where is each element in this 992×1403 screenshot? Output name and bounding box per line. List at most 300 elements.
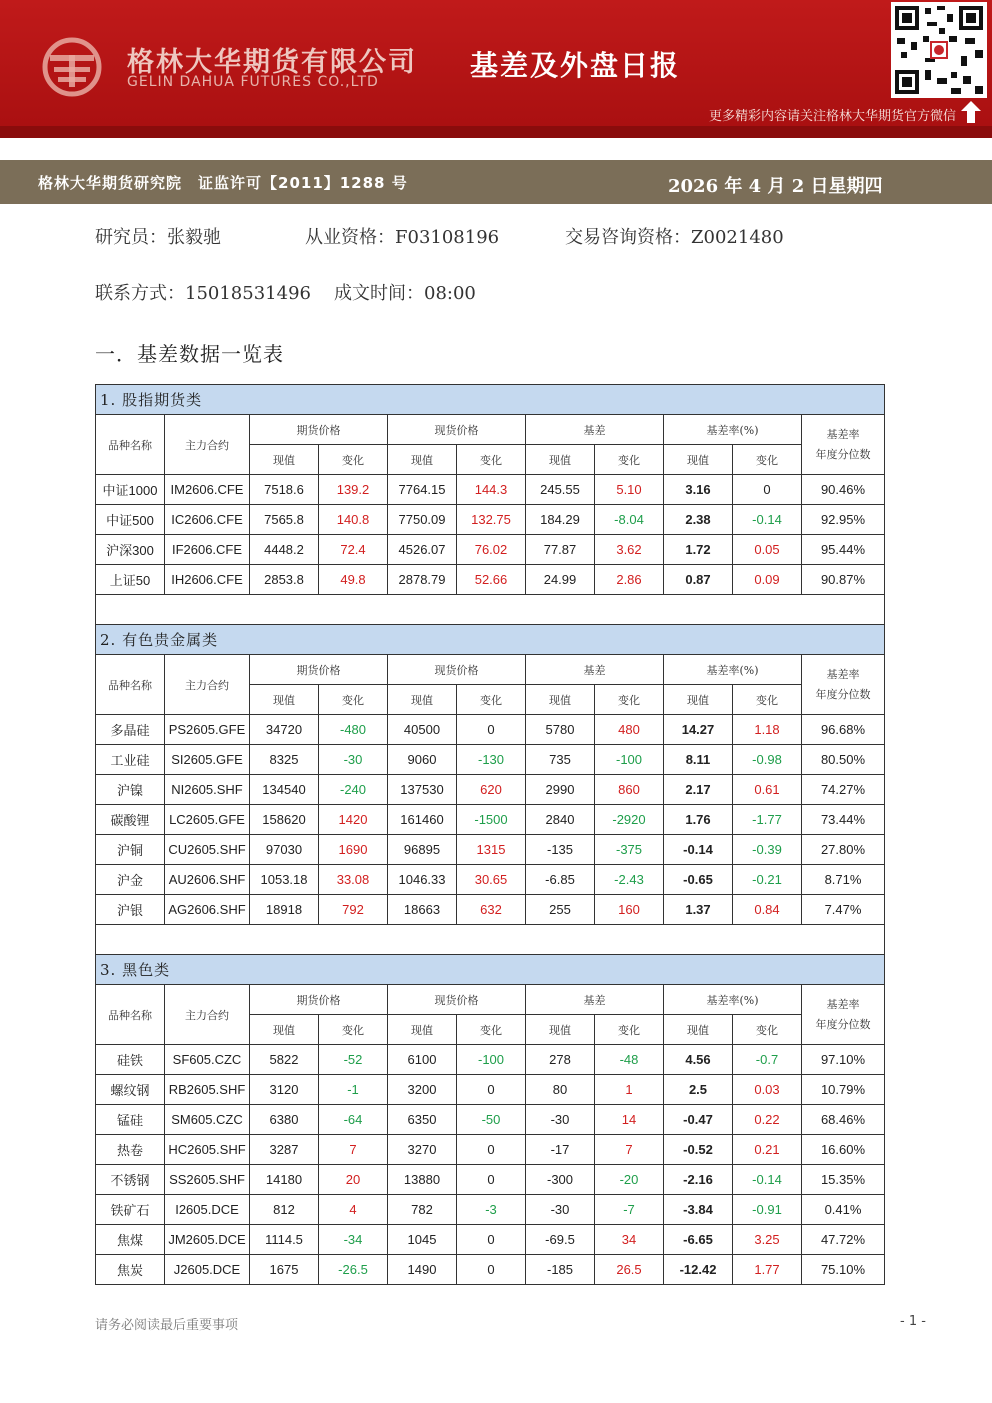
- cell-name: 沪深300: [96, 535, 165, 565]
- cell-spot-current: 7764.15: [388, 475, 457, 505]
- page-number: - 1 -: [900, 1314, 926, 1329]
- cell-rate-change: 0.09: [733, 565, 802, 595]
- cell-name: 焦煤: [96, 1225, 165, 1255]
- cell-contract: IF2606.CFE: [165, 535, 250, 565]
- cell-spot-change: 0: [457, 1135, 526, 1165]
- category-row: [96, 625, 885, 655]
- cell-futures-change: 4: [319, 1195, 388, 1225]
- cell-basis-current: 278: [526, 1045, 595, 1075]
- cell-spot-current: 137530: [388, 775, 457, 805]
- cell-spot-current: 6100: [388, 1045, 457, 1075]
- cell-futures-current: 4448.2: [250, 535, 319, 565]
- cell-spot-current: 13880: [388, 1165, 457, 1195]
- cell-basis-change: -48: [595, 1045, 664, 1075]
- cell-basis-change: 860: [595, 775, 664, 805]
- cell-percentile: 7.47%: [802, 895, 885, 925]
- cell-name: 多晶硅: [96, 715, 165, 745]
- cell-rate-current: -0.52: [664, 1135, 733, 1165]
- cell-rate-current: -0.47: [664, 1105, 733, 1135]
- cell-spot-change: 620: [457, 775, 526, 805]
- header-basis: 基差: [526, 415, 664, 445]
- table-row: [96, 535, 885, 565]
- header-percentile-line2: 年度分位数: [815, 687, 871, 701]
- cell-basis-change: 26.5: [595, 1255, 664, 1285]
- arrow-up-icon: [960, 100, 982, 124]
- cell-rate-current: -3.84: [664, 1195, 733, 1225]
- cell-spot-current: 40500: [388, 715, 457, 745]
- cell-futures-current: 7565.8: [250, 505, 319, 535]
- cell-name: 沪金: [96, 865, 165, 895]
- written-time: 成文时间：08:00: [334, 283, 476, 304]
- header-futures: 期货价格: [250, 415, 388, 445]
- table-row: [96, 895, 885, 925]
- cell-name: 不锈钢: [96, 1165, 165, 1195]
- table-row: [96, 775, 885, 805]
- category-row: [96, 385, 885, 415]
- cell-percentile: 80.50%: [802, 745, 885, 775]
- cell-name: 沪铜: [96, 835, 165, 865]
- cell-spot-current: 3270: [388, 1135, 457, 1165]
- cell-spot-change: 0: [457, 1165, 526, 1195]
- cell-percentile: 92.95%: [802, 505, 885, 535]
- cell-spot-change: 30.65: [457, 865, 526, 895]
- cell-futures-current: 3120: [250, 1075, 319, 1105]
- cell-futures-change: -34: [319, 1225, 388, 1255]
- cell-rate-current: 1.76: [664, 805, 733, 835]
- header-percentile: [802, 985, 885, 1045]
- header-current: 现值: [526, 445, 595, 475]
- header-name: 品种名称: [96, 415, 165, 475]
- cell-futures-current: 158620: [250, 805, 319, 835]
- blank-cell: [96, 925, 885, 955]
- header-rate: 基差率(%): [664, 415, 802, 445]
- cell-contract: AU2606.SHF: [165, 865, 250, 895]
- cell-rate-current: -0.65: [664, 865, 733, 895]
- cell-futures-change: 140.8: [319, 505, 388, 535]
- cell-spot-change: 0: [457, 715, 526, 745]
- cell-percentile: 96.68%: [802, 715, 885, 745]
- cell-spot-current: 18663: [388, 895, 457, 925]
- cell-contract: RB2605.SHF: [165, 1075, 250, 1105]
- cell-basis-change: -7: [595, 1195, 664, 1225]
- cell-percentile: 90.87%: [802, 565, 885, 595]
- table-row: [96, 475, 885, 505]
- contact: 联系方式：15018531496: [95, 283, 311, 304]
- cell-futures-change: -52: [319, 1045, 388, 1075]
- header-current: 现值: [664, 685, 733, 715]
- cell-percentile: 15.35%: [802, 1165, 885, 1195]
- cell-futures-change: 139.2: [319, 475, 388, 505]
- cell-name: 热卷: [96, 1135, 165, 1165]
- report-date: 2026 年 4 月 2 日星期四: [668, 176, 883, 197]
- cell-spot-current: 9060: [388, 745, 457, 775]
- cell-contract: IH2606.CFE: [165, 565, 250, 595]
- header-current: 现值: [526, 1015, 595, 1045]
- cell-contract: SS2605.SHF: [165, 1165, 250, 1195]
- cell-basis-current: 184.29: [526, 505, 595, 535]
- cell-percentile: 10.79%: [802, 1075, 885, 1105]
- cell-basis-current: -30: [526, 1105, 595, 1135]
- cell-futures-change: 7: [319, 1135, 388, 1165]
- category-title: 2. 有色贵金属类: [96, 625, 885, 655]
- header-row-1: [96, 415, 885, 445]
- cell-rate-change: 0.03: [733, 1075, 802, 1105]
- cell-contract: IM2606.CFE: [165, 475, 250, 505]
- cell-name: 中证1000: [96, 475, 165, 505]
- cell-basis-current: 255: [526, 895, 595, 925]
- header-change: 变化: [733, 1015, 802, 1045]
- header-percentile: [802, 415, 885, 475]
- cell-name: 上证50: [96, 565, 165, 595]
- header-change: 变化: [595, 1015, 664, 1045]
- header-change: 变化: [319, 445, 388, 475]
- header-change: 变化: [733, 445, 802, 475]
- cell-futures-change: 49.8: [319, 565, 388, 595]
- cell-futures-change: 1690: [319, 835, 388, 865]
- header-change: 变化: [595, 685, 664, 715]
- table-row: [96, 1255, 885, 1285]
- cell-contract: SF605.CZC: [165, 1045, 250, 1075]
- header-bottom-band: [0, 126, 992, 138]
- follow-wechat-text: 更多精彩内容请关注格林大华期货官方微信: [708, 109, 956, 124]
- cell-basis-current: 24.99: [526, 565, 595, 595]
- cell-percentile: 47.72%: [802, 1225, 885, 1255]
- cell-basis-change: 2.86: [595, 565, 664, 595]
- header-percentile-line2: 年度分位数: [815, 447, 871, 461]
- cell-spot-current: 6350: [388, 1105, 457, 1135]
- header-name: 品种名称: [96, 985, 165, 1045]
- header-contract: 主力合约: [165, 985, 250, 1045]
- cell-rate-current: 1.37: [664, 895, 733, 925]
- header-percentile-line1: 基差率: [826, 997, 860, 1011]
- cell-name: 锰硅: [96, 1105, 165, 1135]
- researcher: 研究员：张毅驰: [95, 227, 221, 248]
- header-basis: 基差: [526, 985, 664, 1015]
- cell-basis-change: -2920: [595, 805, 664, 835]
- header-current: 现值: [388, 685, 457, 715]
- table-row: [96, 865, 885, 895]
- cell-futures-current: 97030: [250, 835, 319, 865]
- cell-rate-change: 1.18: [733, 715, 802, 745]
- cell-rate-change: -0.14: [733, 505, 802, 535]
- table-row: [96, 505, 885, 535]
- cell-futures-change: -64: [319, 1105, 388, 1135]
- table-row: [96, 1045, 885, 1075]
- cell-percentile: 90.46%: [802, 475, 885, 505]
- header-current: 现值: [526, 685, 595, 715]
- header-current: 现值: [388, 445, 457, 475]
- cell-contract: CU2605.SHF: [165, 835, 250, 865]
- cell-futures-current: 1675: [250, 1255, 319, 1285]
- category-row: [96, 955, 885, 985]
- basis-table: [95, 384, 885, 1285]
- cell-spot-current: 1046.33: [388, 865, 457, 895]
- cell-contract: AG2606.SHF: [165, 895, 250, 925]
- header-current: 现值: [664, 445, 733, 475]
- cell-rate-change: -0.21: [733, 865, 802, 895]
- cell-rate-change: 3.25: [733, 1225, 802, 1255]
- cell-percentile: 68.46%: [802, 1105, 885, 1135]
- cell-name: 沪银: [96, 895, 165, 925]
- cell-spot-change: -3: [457, 1195, 526, 1225]
- cell-percentile: 27.80%: [802, 835, 885, 865]
- cell-basis-current: -30: [526, 1195, 595, 1225]
- company-logo-icon: [40, 37, 104, 97]
- cell-spot-change: -100: [457, 1045, 526, 1075]
- header-current: 现值: [664, 1015, 733, 1045]
- header-spot: 现货价格: [388, 415, 526, 445]
- cell-name: 铁矿石: [96, 1195, 165, 1225]
- cell-rate-change: 0: [733, 475, 802, 505]
- cell-percentile: 95.44%: [802, 535, 885, 565]
- header-percentile-line1: 基差率: [826, 667, 860, 681]
- cell-rate-current: -12.42: [664, 1255, 733, 1285]
- header-percentile: [802, 655, 885, 715]
- header-row-1: [96, 985, 885, 1015]
- cell-contract: SM605.CZC: [165, 1105, 250, 1135]
- cell-name: 碳酸锂: [96, 805, 165, 835]
- cell-rate-change: 0.84: [733, 895, 802, 925]
- cell-spot-current: 161460: [388, 805, 457, 835]
- cell-futures-current: 14180: [250, 1165, 319, 1195]
- cell-futures-change: 72.4: [319, 535, 388, 565]
- cell-rate-current: 1.72: [664, 535, 733, 565]
- cell-rate-change: 0.61: [733, 775, 802, 805]
- cell-futures-current: 8325: [250, 745, 319, 775]
- cell-spot-current: 1045: [388, 1225, 457, 1255]
- cell-basis-current: 77.87: [526, 535, 595, 565]
- cell-futures-current: 5822: [250, 1045, 319, 1075]
- cell-futures-change: 1420: [319, 805, 388, 835]
- cell-basis-change: 14: [595, 1105, 664, 1135]
- header-current: 现值: [250, 685, 319, 715]
- company-name-en: GELIN DAHUA FUTURES CO.,LTD: [127, 74, 379, 90]
- header-contract: 主力合约: [165, 655, 250, 715]
- cell-spot-change: 0: [457, 1075, 526, 1105]
- header-current: 现值: [250, 1015, 319, 1045]
- cell-futures-change: -26.5: [319, 1255, 388, 1285]
- cell-basis-change: -20: [595, 1165, 664, 1195]
- cell-contract: SI2605.GFE: [165, 745, 250, 775]
- cell-percentile: 74.27%: [802, 775, 885, 805]
- cell-name: 沪镍: [96, 775, 165, 805]
- cell-futures-change: 20: [319, 1165, 388, 1195]
- section-title: 一．基差数据一览表: [95, 342, 284, 366]
- header-futures: 期货价格: [250, 655, 388, 685]
- cell-rate-change: -0.14: [733, 1165, 802, 1195]
- cell-spot-current: 2878.79: [388, 565, 457, 595]
- cell-basis-current: 5780: [526, 715, 595, 745]
- cell-basis-change: 34: [595, 1225, 664, 1255]
- category-title: 1. 股指期货类: [96, 385, 885, 415]
- institute-license: 格林大华期货研究院 证监许可【2011】1288 号: [38, 174, 408, 192]
- cell-contract: NI2605.SHF: [165, 775, 250, 805]
- cell-spot-change: 0: [457, 1255, 526, 1285]
- qualification: 从业资格：F03108196: [305, 227, 500, 248]
- header-change: 变化: [319, 685, 388, 715]
- cell-spot-current: 782: [388, 1195, 457, 1225]
- table-row: [96, 1105, 885, 1135]
- header-change: 变化: [457, 445, 526, 475]
- cell-futures-current: 1053.18: [250, 865, 319, 895]
- cell-basis-change: 5.10: [595, 475, 664, 505]
- cell-rate-current: -0.14: [664, 835, 733, 865]
- header-basis: 基差: [526, 655, 664, 685]
- cell-contract: LC2605.GFE: [165, 805, 250, 835]
- cell-contract: IC2606.CFE: [165, 505, 250, 535]
- cell-spot-change: 0: [457, 1225, 526, 1255]
- cell-basis-change: -8.04: [595, 505, 664, 535]
- cell-basis-current: -135: [526, 835, 595, 865]
- cell-futures-change: 792: [319, 895, 388, 925]
- cell-futures-current: 7518.6: [250, 475, 319, 505]
- cell-spot-change: 1315: [457, 835, 526, 865]
- cell-basis-change: 160: [595, 895, 664, 925]
- cell-rate-current: -2.16: [664, 1165, 733, 1195]
- cell-spot-current: 96895: [388, 835, 457, 865]
- header-percentile-line1: 基差率: [826, 427, 860, 441]
- cell-rate-change: 1.77: [733, 1255, 802, 1285]
- report-title: 基差及外盘日报: [470, 49, 681, 82]
- cell-rate-current: 2.38: [664, 505, 733, 535]
- cell-rate-current: -6.65: [664, 1225, 733, 1255]
- cell-rate-current: 14.27: [664, 715, 733, 745]
- table-row: [96, 715, 885, 745]
- cell-futures-change: -240: [319, 775, 388, 805]
- cell-spot-change: 632: [457, 895, 526, 925]
- header-spot: 现货价格: [388, 985, 526, 1015]
- cell-rate-change: 0.21: [733, 1135, 802, 1165]
- cell-futures-change: -480: [319, 715, 388, 745]
- cell-rate-change: 0.05: [733, 535, 802, 565]
- cell-spot-current: 7750.09: [388, 505, 457, 535]
- header-percentile-line2: 年度分位数: [815, 1017, 871, 1031]
- cell-rate-change: 0.22: [733, 1105, 802, 1135]
- cell-basis-current: 2840: [526, 805, 595, 835]
- cell-basis-current: -69.5: [526, 1225, 595, 1255]
- cell-rate-current: 2.17: [664, 775, 733, 805]
- cell-futures-current: 2853.8: [250, 565, 319, 595]
- cell-spot-change: 76.02: [457, 535, 526, 565]
- header-row-1: [96, 655, 885, 685]
- category-title: 3. 黑色类: [96, 955, 885, 985]
- table-row: [96, 565, 885, 595]
- cell-rate-current: 2.5: [664, 1075, 733, 1105]
- header-rate: 基差率(%): [664, 985, 802, 1015]
- cell-spot-change: 144.3: [457, 475, 526, 505]
- cell-futures-current: 1114.5: [250, 1225, 319, 1255]
- header-spot: 现货价格: [388, 655, 526, 685]
- cell-name: 螺纹钢: [96, 1075, 165, 1105]
- cell-basis-current: 80: [526, 1075, 595, 1105]
- cell-basis-current: -300: [526, 1165, 595, 1195]
- cell-rate-current: 4.56: [664, 1045, 733, 1075]
- cell-futures-change: 33.08: [319, 865, 388, 895]
- cell-futures-current: 18918: [250, 895, 319, 925]
- cell-basis-current: 2990: [526, 775, 595, 805]
- cell-rate-change: -0.39: [733, 835, 802, 865]
- cell-contract: J2605.DCE: [165, 1255, 250, 1285]
- table-row: [96, 1225, 885, 1255]
- cell-futures-change: -1: [319, 1075, 388, 1105]
- cell-contract: I2605.DCE: [165, 1195, 250, 1225]
- table-row: [96, 805, 885, 835]
- table-row: [96, 835, 885, 865]
- cell-percentile: 73.44%: [802, 805, 885, 835]
- blank-cell: [96, 595, 885, 625]
- cell-basis-change: 480: [595, 715, 664, 745]
- cell-futures-current: 3287: [250, 1135, 319, 1165]
- header-change: 变化: [595, 445, 664, 475]
- header-rate: 基差率(%): [664, 655, 802, 685]
- cell-spot-current: 1490: [388, 1255, 457, 1285]
- footer-disclaimer: 请务必阅读最后重要事项: [95, 1318, 239, 1333]
- basis-table-wrapper: [95, 384, 884, 1285]
- cell-contract: HC2605.SHF: [165, 1135, 250, 1165]
- cell-name: 中证500: [96, 505, 165, 535]
- cell-basis-current: -6.85: [526, 865, 595, 895]
- cell-name: 工业硅: [96, 745, 165, 775]
- header-contract: 主力合约: [165, 415, 250, 475]
- cell-basis-current: 245.55: [526, 475, 595, 505]
- cell-rate-current: 8.11: [664, 745, 733, 775]
- table-row: [96, 1195, 885, 1225]
- cell-spot-current: 3200: [388, 1075, 457, 1105]
- cell-rate-change: -0.98: [733, 745, 802, 775]
- cell-rate-change: -0.7: [733, 1045, 802, 1075]
- cell-basis-change: 3.62: [595, 535, 664, 565]
- header-change: 变化: [457, 1015, 526, 1045]
- cell-contract: JM2605.DCE: [165, 1225, 250, 1255]
- table-row: [96, 1135, 885, 1165]
- cell-basis-change: -375: [595, 835, 664, 865]
- blank-row: [96, 925, 885, 955]
- company-name-cn: 格林大华期货有限公司: [127, 47, 417, 78]
- cell-name: 硅铁: [96, 1045, 165, 1075]
- cell-futures-current: 34720: [250, 715, 319, 745]
- consult-qualification: 交易咨询资格：Z0021480: [565, 227, 784, 248]
- cell-futures-change: -30: [319, 745, 388, 775]
- header-name: 品种名称: [96, 655, 165, 715]
- cell-name: 焦炭: [96, 1255, 165, 1285]
- cell-percentile: 8.71%: [802, 865, 885, 895]
- table-row: [96, 1165, 885, 1195]
- blank-row: [96, 595, 885, 625]
- qr-code-icon: [891, 2, 987, 98]
- cell-basis-change: -100: [595, 745, 664, 775]
- table-row: [96, 1075, 885, 1105]
- cell-spot-change: 132.75: [457, 505, 526, 535]
- cell-basis-current: -17: [526, 1135, 595, 1165]
- cell-contract: PS2605.GFE: [165, 715, 250, 745]
- cell-rate-current: 0.87: [664, 565, 733, 595]
- header-change: 变化: [319, 1015, 388, 1045]
- cell-futures-current: 134540: [250, 775, 319, 805]
- cell-spot-current: 4526.07: [388, 535, 457, 565]
- cell-rate-current: 3.16: [664, 475, 733, 505]
- cell-futures-current: 6380: [250, 1105, 319, 1135]
- cell-rate-change: -0.91: [733, 1195, 802, 1225]
- cell-spot-change: -1500: [457, 805, 526, 835]
- header-current: 现值: [388, 1015, 457, 1045]
- header-futures: 期货价格: [250, 985, 388, 1015]
- header-change: 变化: [457, 685, 526, 715]
- cell-basis-change: 7: [595, 1135, 664, 1165]
- cell-futures-current: 812: [250, 1195, 319, 1225]
- cell-basis-change: 1: [595, 1075, 664, 1105]
- cell-basis-current: -185: [526, 1255, 595, 1285]
- cell-percentile: 75.10%: [802, 1255, 885, 1285]
